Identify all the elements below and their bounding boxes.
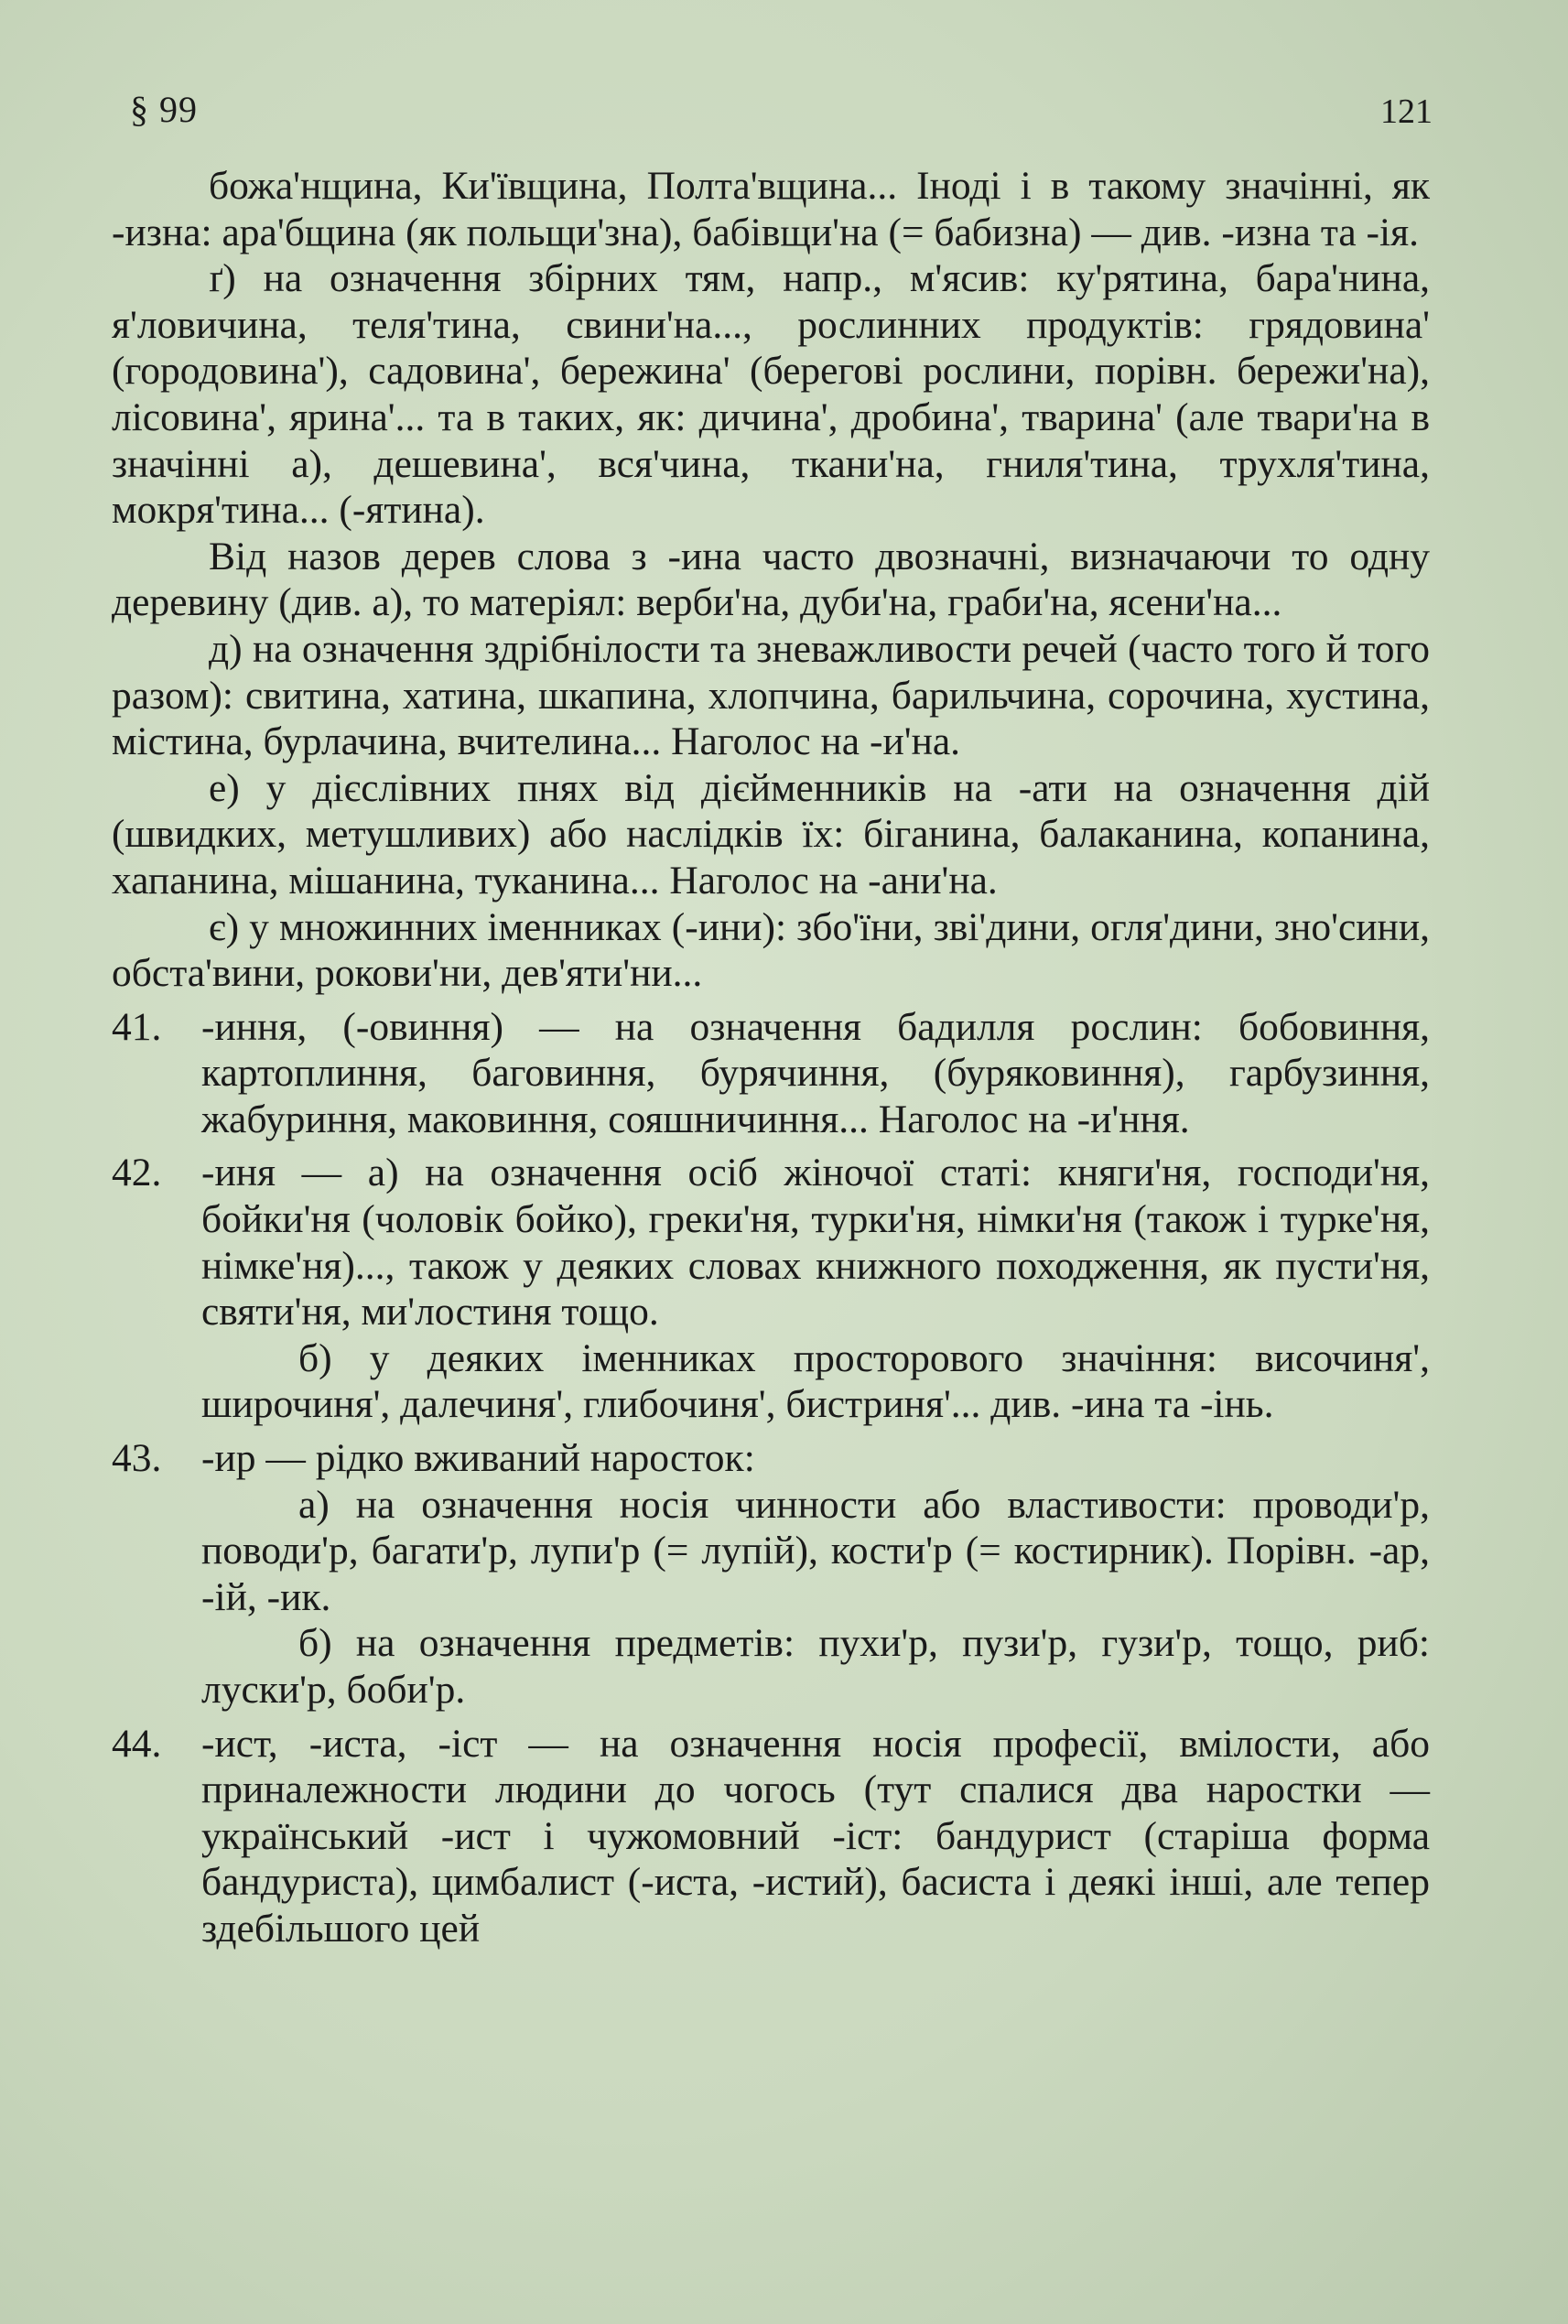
entry-43 <box>112 1435 1430 1713</box>
entry-number: 44. <box>112 1721 162 1766</box>
body-text <box>112 163 1430 1952</box>
entry-subtext: а) на означення носія чинности або властивости: проводи'р, поводи'р, багати'р, лупи'р (= лупій), кости'р (= костирник). Порівн. -ар, -ій, -ик. <box>201 1482 1430 1619</box>
entry-text: -ир — рідко вживаний наросток: <box>201 1436 755 1481</box>
entry-subtext: б) у деяких іменниках просторового значіння: височиня', широчиня', далечиня', глибочиня', бистриня'... див. -ина та -інь. <box>201 1335 1430 1427</box>
entry-number: 41. <box>112 1004 162 1049</box>
entry-42 <box>112 1150 1430 1428</box>
page-number: 121 <box>1380 92 1433 131</box>
paragraph-trees: Від назов дерев слова з -ина часто двозначні, визначаючи то одну деревину (див. а), то матеріял: верби'на, дуби'на, граби'на, ясени'на... <box>112 534 1430 625</box>
paragraph-d: д) на означення здрібнілости та зневажливости речей (часто того й того разом): свитина, хатина, шкапина, хлопчина, барильчина, сорочина, хустина, містина, бурлачина, вчителина... Наголос на -и'на. <box>112 626 1430 764</box>
section-marker: § 99 <box>130 89 198 130</box>
entry-41 <box>112 1004 1430 1143</box>
paragraph-e: е) у дієслівних пнях від дієйменників на -ати на означення дій (швидких, метушливих) або наслідків їх: біганина, балаканина, копанина, хапанина, мішанина, туканина... Наголос на -ани'на. <box>112 765 1430 903</box>
entry-44 <box>112 1721 1430 1952</box>
paragraph-g: ґ) на означення збірних тям, напр., м'ясив: ку'рятина, бара'нина, я'ловичина, теля'тина, свини'на..., рослинних продуктів: грядовина' (городовина'), садовина', бережина' (берегові рослини, порівн. бережи'на), лісовина', ярина'... та в таких, як: дичина', дробина', тварина' (але твари'на в значінні а), дешевина', вся'чина, ткани'на, гниля'тина, трухля'тина, мокря'тина... (-ятина). <box>112 256 1430 533</box>
entry-text: -иня — а) на означення осіб жіночої статі: княги'ня, господи'ня, бойки'ня (чоловік бойко), греки'ня, турки'ня, німки'ня (також і турке'ня, німке'ня)..., також у деяких словах книжного походження, як пусти'ня, святи'ня, ми'лостиня тощо. <box>201 1151 1430 1335</box>
entry-text: -ист, -иста, -іст — на означення носія професії, вмілости, або приналежности людини до чогось (тут спалися два наростки — український -ист і чужомовний -іст: бандурист (старіша форма бандуриста), цимбалист (-иста, -истий), басиста і деякі інші, але тепер здебільшого цей <box>201 1721 1430 1951</box>
entry-subtext-2: б) на означення предметів: пухи'р, пузи'р, гузи'р, тощо, риб: луски'р, боби'р. <box>201 1621 1430 1712</box>
entry-number: 42. <box>112 1151 162 1195</box>
entry-text: -иння, (-овиння) — на означення бадилля рослин: бобовиння, картоплиння, баговиння, бурячиння, (буряковиння), гарбузиння, жабуриння, маковиння, сояшничиння... Наголос на -и'ння. <box>201 1004 1430 1141</box>
paragraph-continuation: божа'нщина, Ки'ївщина, Полта'вщина... Іноді і в такому значінні, як -изна: ара'бщина (як польщи'зна), бабівщи'на (= бабизна) — див. -изна та -ія. <box>112 164 1430 254</box>
entry-number: 43. <box>112 1436 162 1481</box>
paragraph-ye: є) у множинних іменниках (-ини): збо'їни, зві'дини, огля'дини, зно'сини, обста'вини, рокови'ни, дев'яти'ни... <box>112 904 1430 996</box>
